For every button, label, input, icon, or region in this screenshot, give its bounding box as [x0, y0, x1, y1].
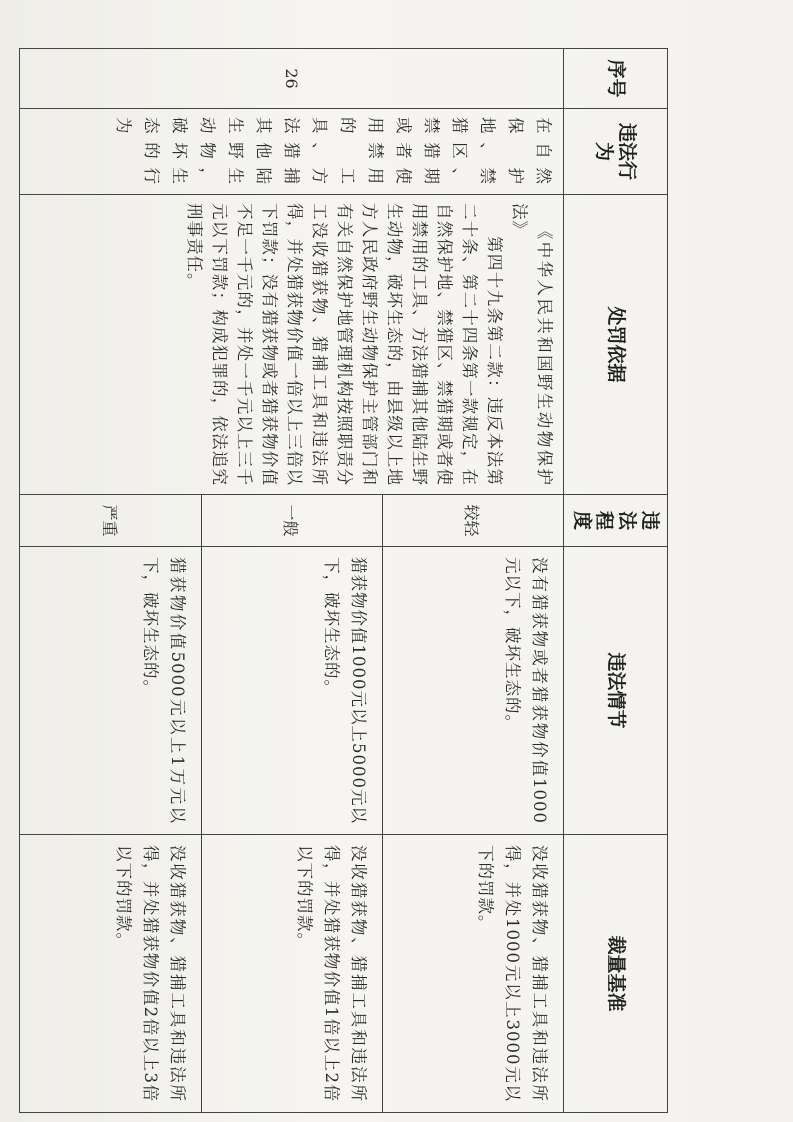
standard-cell-general: 没收猎获物、猎捕工具和违法所得，并处猎获物价值1倍以上2倍以下的罚款。 — [201, 835, 382, 1113]
table-row — [382, 49, 563, 1113]
degree-cell-serious: 严重 — [19, 495, 201, 547]
penalty-table — [19, 48, 668, 1113]
header-act: 违法行为 — [563, 109, 667, 195]
header-standard: 裁量基准 — [563, 835, 667, 1113]
standard-cell-minor: 没收猎获物、猎捕工具和违法所得，并处1000元以上3000元以下的罚款。 — [382, 835, 563, 1113]
circumstance-cell-serious: 猎获物价值5000元以上1万元以下，破坏生态的。 — [19, 547, 201, 835]
header-circumstance: 违法情节 — [563, 547, 667, 835]
table-header-row — [563, 49, 667, 1113]
penalty-basis-cell — [19, 195, 563, 495]
circumstance-cell-minor: 没有猎获物或者猎获物价值1000元以下，破坏生态的。 — [382, 547, 563, 835]
standard-cell-serious: 没收猎获物、猎捕工具和违法所得，并处猎获物价值2倍以上3倍以下的罚款。 — [19, 835, 201, 1113]
rotated-table-wrapper — [68, 48, 668, 1112]
law-title: 《中华人民共和国野生动物保护法》 — [509, 203, 554, 486]
header-basis: 处罚依据 — [563, 195, 667, 495]
degree-cell-minor: 较轻 — [382, 495, 563, 547]
circumstance-cell-general: 猎获物价值1000元以上5000元以下，破坏生态的。 — [201, 547, 382, 835]
law-article-text: 第四十九条第二款：违反本法第二十条、第二十四条第一款规定，在自然保护地、禁猎区、禁猎期或者使用禁用的工具、方法猎捕其他陆生野生动物，破坏生态的，由县级以上地方人民政府野生动物保护主管部门和有关自然保护地管理机构按照职责分工没收猎获物、猎捕工具和违法所得，并处猎获物价值一倍以上三倍以下罚款；没有猎获物或者猎获物价值不足一千元的，并处一千元以上三千元以下罚款；构成犯罪的，依法追究刑事责任。 — [184, 203, 504, 486]
degree-cell-general: 一般 — [201, 495, 382, 547]
violation-act-cell: 在自然保护地、禁猎区、禁猎期或者使用禁用的工具、方法猎捕其他陆生野生动物，破坏生态的行为 — [19, 109, 563, 195]
header-seq: 序号 — [563, 49, 667, 109]
header-degree: 违法程度 — [563, 495, 667, 547]
seq-cell: 26 — [19, 49, 563, 109]
